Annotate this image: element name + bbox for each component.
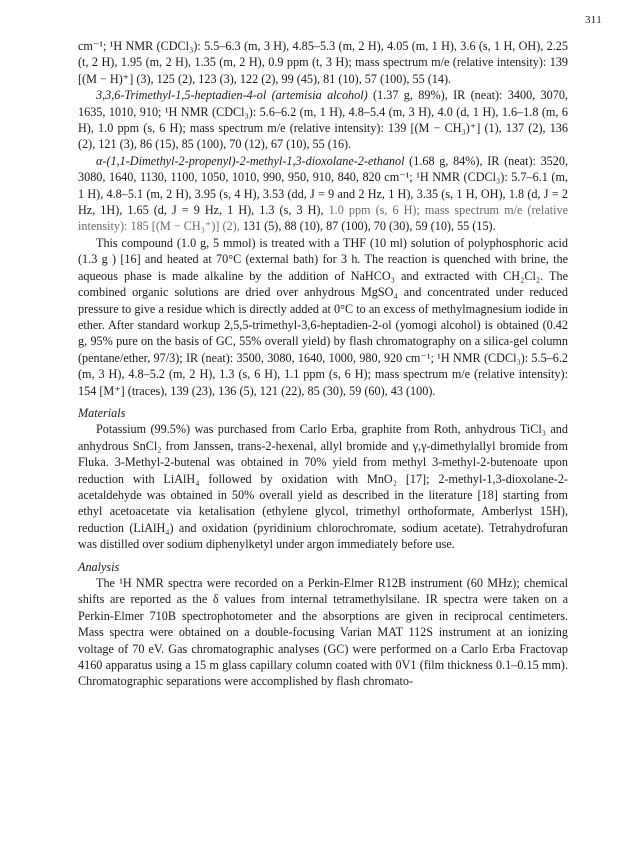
- artemisia-alcohol-paragraph: [78, 87, 568, 153]
- nmr-data-paragraph: cm⁻¹; ¹H NMR (CDCl₃): 5.5–6.3 (m, 3 H), 4.85–5.3 (m, 2 H), 4.05 (m, 1 H), 3.6 (s, 1 H, OH), 2.25 (t, 2 H), 1.95 (m, 2 H), 1.35 (m, 2 H), 0.9 ppm (t, 3 H); mass spectrum m/e (relative intensity): 139 [(M − H)⁺] (3), 125 (2), 123 (3), 122 (2), 99 (45), 81 (10), 57 (100), 55 (14).: [78, 39, 568, 86]
- materials-heading: Materials: [78, 405, 126, 420]
- compound-data: 131 (5), 88 (10), 87 (100), 70 (30), 59 (10), 55 (15).: [239, 219, 496, 234]
- page-number: 311: [585, 14, 602, 26]
- compound-name: 3,3,6-Trimethyl-1,5-heptadien-4-ol (artemisia alcohol): [96, 88, 368, 103]
- compound-data: (1.37 g, 89%), IR (neat): 3400, 3070, 1635, 1010, 910; ¹H NMR (CDCl₃): 5.6–6.2 (m, 1 H), 4.8–5.4 (m, 3 H), 4.0 (d, 1 H), 1.6–1.8 (m, 6 H), 1.0 ppm (s, 6 H); mass spectrum m/e (relative intensity): 139 [(M − CH₃)⁺] (1), 137 (2), 136 (2), 121 (3), 86 (15), 85 (100), 70 (12), 67 (10), 55 (16).: [78, 88, 568, 152]
- materials-paragraph: Potassium (99.5%) was purchased from Carlo Erba, graphite from Roth, anhydrous TiCl₃ and anhydrous SnCl₂ from Janssen, trans-2-hexenal, allyl bromide and γ,γ-dimethylallyl bromide from Fluka. 3-Methyl-2-butenal was obtained in 70% yield from methyl 3-methyl-2-butenoate upon reduction with LiAlH₄ followed by oxidation with MnO₂ [17]; 2-methyl-1,3-dioxolane-2-acetaldehyde was obtained in 50% overall yield as described in the literature [18] starting from ethyl acetoacetate via ketalisation (ethylene glycol, trimethyl orthoformate, Amberlyst 15H), reduction (LiAlH₄) and oxidation (pyridinium chlorochromate, sodium acetate). Tetrahydrofuran was distilled over sodium diphenylketyl under argon immediately before use.: [78, 422, 568, 552]
- analysis-heading: Analysis: [78, 559, 120, 574]
- compound-name: α-(1,1-Dimethyl-2-propenyl)-2-methyl-1,3-dioxolane-2-ethanol: [96, 153, 405, 168]
- dioxolane-ethanol-paragraph: [78, 153, 568, 235]
- compound-data: (1.68 g, 84%), IR (neat): 3520, 3080, 1640, 1130, 1100, 1050, 1010, 990, 950, 910, 840, 820 cm⁻¹; ¹H NMR (CDCl₃): 5.7–6.1 (m, 1 H), 4.8–5.1 (m, 2 H), 3.95 (s, 4 H), 3.53 (dd, J = 9 and 2 Hz, 1 H), 3.35 (s, 1 H, OH), 1.8 (d, J = 2 Hz, 1H), 1.65 (d, J = 9 Hz, 1 H), 1.3 (s, 3 H),: [78, 153, 568, 218]
- compound-data-faded: 1.0 ppm (s, 6 H); mass spectrum m/e (relative intensity): 185 [(M − CH₃⁺)] (2),: [78, 203, 569, 234]
- body-text: [78, 38, 568, 690]
- analysis-paragraph: The ¹H NMR spectra were recorded on a Perkin-Elmer R12B instrument (60 MHz); chemical shifts are reported as the δ values from internal tetramethylsilane. IR spectra were taken on a Perkin-Elmer 710B spectrophotometer and the absorptions are given in reciprocal centimeters. Mass spectra were obtained on a double-focusing Varian MAT 112S instrument at an ionizing voltage of 70 eV. Gas chromatographic analyses (GC) were performed on a Carlo Erba Fractovap 4160 apparatus using a 15 m glass capillary column coated with 0V1 (film thickness 0.1–0.15 mm). Chromatographic separations were accomplished by flash chromato-: [78, 576, 568, 689]
- procedure-paragraph: This compound (1.0 g, 5 mmol) is treated with a THF (10 ml) solution of polyphosphoric acid (1.3 g ) [16] and heated at 70°C (external bath) for 3 h. The reaction is quenched with brine, the aqueous phase is made alkaline by the addition of NaHCO₃ and extracted with CH₂Cl₂. The combined organic solutions are dried over anhydrous MgSO₄ and concentrated under reduced pressure to give a residue which is directly added at 0°C to an excess of methylmagnesium iodide in ether. After standard workup 2,5,5-trimethyl-3,6-heptadien-2-ol (yomogi alcohol) is obtained (0.42 g, 95% pure on the basis of GC, 55% overall yield) by flash chromatography on a silica-gel column (pentane/ether, 97/3); IR (neat): 3500, 3080, 1640, 1000, 980, 920 cm⁻¹; ¹H NMR (CDCl₃): 5.5–6.2 (m, 3 H), 4.8–5.2 (m, 2 H), 1.3 (s, 6 H), 1.1 ppm (s, 6 H); mass spectrum m/e (relative intensity): 154 [M⁺] (traces), 139 (23), 136 (5), 121 (22), 85 (30), 59 (60), 43 (100).: [78, 235, 568, 398]
